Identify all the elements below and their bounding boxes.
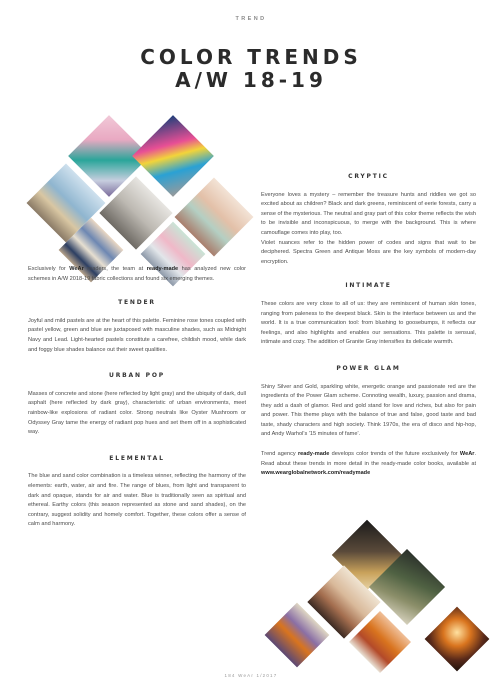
bottom-collage <box>262 520 492 670</box>
collage-tile-bokeh-lights <box>424 606 489 671</box>
page-title <box>0 46 502 92</box>
readymade-link[interactable]: www.wearglobalnetwork.com/readymade <box>261 470 371 477</box>
power-glam-body: Shiny Silver and Gold, sparkling white, energetic orange and passionate red are the ingredients of the Power Glam scheme. Connoting wealth, luxury, passion and drama, they add a dash of glamor. Red and gold stand for love and riches, but also for pain and power. This theme plays with the balance of true and false, good taste and bad taste, shady characters and high society. Think 1970s, the era of disco and hip-hop, and Andy Warhol's '15 minutes of fame'. <box>261 383 476 438</box>
title-line-2: A/W 18-19 <box>175 68 327 92</box>
top-collage <box>28 115 268 290</box>
cryptic-body-1: Everyone loves a mystery – remember the treasure hunts and riddles we got so excited about as children? Black and dark greens, reminiscent of eerie forests, carry a sense of the mysterious. The neutral and gray part of this color theme reflects the wish to be invisible and inconspicuous, to merge with the background. This is where camouflage comes into play, too. <box>261 191 476 236</box>
closing-text: Trend agency ready-made develops color trends of the future exclusively for WeAr. Read about these trends in more detail in the ready-made color books, available at www.wearglobalnetwork.com/readymade <box>261 451 476 477</box>
tender-body: Joyful and mild pastels are at the heart of this palette. Feminine rose tones coupled with pastel yellow, green and blue are juxtaposed with masculine shades, such as Midnight Navy and Lead. Light-hearted pastels constitute a carefree, childish mood, while dark and foggy blue shades balance out their sweet qualities. <box>28 317 246 353</box>
urban-pop-body: Masses of concrete and stone (here reflected by light gray) and the ubiquity of dark, dull asphalt (here reflected by dark gray), characteristic of urban environments, meet rainbow-like explosions of radiant color. Strong neutrals like Oyster Mushroom or Odyssey Gray tame the energy of radiant pop hues and set them off in a sophisticated way. <box>28 390 246 436</box>
title-line-1: COLOR TRENDS <box>140 45 362 69</box>
intimate-heading: INTIMATE <box>345 282 392 290</box>
left-column <box>28 265 246 530</box>
elemental-heading: ELEMENTAL <box>109 454 165 462</box>
tender-heading: TENDER <box>118 299 156 307</box>
intimate-body: These colors are very close to all of us: they are reminiscent of human skin tones, ranging from paleness to the deepest black. Skin is the interface between us and the world. It is a true communication tool: from blushing to goosebumps, it reflects our feelings, and also highlights and enables our sensations. This palette is sensual, intimate and cozy. The addition of Granite Gray intensifies its delicate warmth. <box>261 300 476 346</box>
cryptic-heading: CRYPTIC <box>348 173 389 180</box>
intro-text: Exclusively for WeAr readers, the team at ready-made has analyzed new color schemes in A/W 2018-19 fabric collections and found six emerging themes. <box>28 266 246 282</box>
page-footer: 184 WeAr 1/2017 <box>224 673 278 678</box>
trend-kicker: TREND <box>235 16 267 22</box>
cryptic-body-2: Violet nuances refer to the hidden power of codes and signs that wait to be deciphered. Spectra Green and Antique Moss are the key symbols of modern-day encryption. <box>261 239 476 265</box>
right-column <box>261 172 476 479</box>
urban-pop-heading: URBAN POP <box>109 372 165 380</box>
elemental-body: The blue and sand color combination is a timeless winner, reflecting the harmony of the elements: earth, water, air and fire. The range of blues, from light and transparent to dark and opaque, stands for air and water. Blue is traditionally seen as spiritual and ethereal. Earthy colors (this season represented as stone and sand shades), on the contrary, suggest solidity and homely comfort. Together, these colors offer a sense of calm and harmony. <box>28 473 246 528</box>
power-glam-heading: POWER GLAM <box>336 364 401 372</box>
